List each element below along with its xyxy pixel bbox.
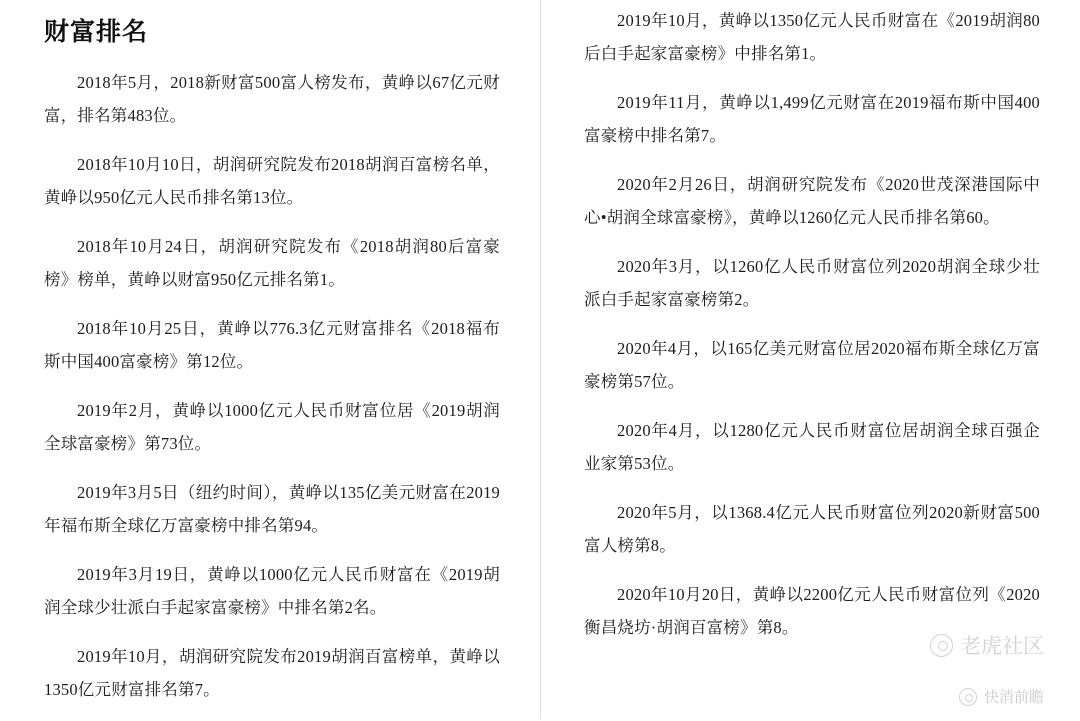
paragraph: 2018年10月24日，胡润研究院发布《2018胡润80后富豪榜》榜单，黄峥以财富950亿元排名第1。 xyxy=(44,237,500,289)
paragraph: 2018年5月，2018新财富500富人榜发布，黄峥以67亿元财富，排名第483位。 xyxy=(44,73,500,125)
right-column xyxy=(540,0,1080,721)
watermark-primary xyxy=(930,630,1044,660)
paragraph: 2019年2月，黄峥以1000亿元人民币财富位居《2019胡润全球富豪榜》第73位。 xyxy=(44,401,500,453)
paragraph: 2020年10月20日，黄峥以2200亿元人民币财富位列《2020衡昌烧坊·胡润百富榜》第8。 xyxy=(584,585,1040,637)
paragraph: 2020年5月，以1368.4亿元人民币财富位列2020新财富500富人榜第8。 xyxy=(584,503,1040,555)
watermark-primary-label: 老虎社区 xyxy=(960,635,1044,658)
watermark-logo-icon xyxy=(930,634,953,657)
paragraph: 2020年2月26日，胡润研究院发布《2020世茂深港国际中心•胡润全球富豪榜》，黄峥以1260亿元人民币排名第60。 xyxy=(584,175,1040,227)
paragraph: 2020年4月，以165亿美元财富位居2020福布斯全球亿万富豪榜第57位。 xyxy=(584,339,1040,391)
column-divider xyxy=(540,0,541,721)
paragraph: 2018年10月25日，黄峥以776.3亿元财富排名《2018福布斯中国400富豪榜》第12位。 xyxy=(44,319,500,371)
watermark-secondary-label: 快消前瞻 xyxy=(983,689,1044,706)
watermark-logo-icon xyxy=(959,688,977,706)
paragraph: 2019年3月5日（纽约时间），黄峥以135亿美元财富在2019年福布斯全球亿万富豪榜中排名第94。 xyxy=(44,483,500,535)
paragraph: 2019年10月，胡润研究院发布2019胡润百富榜单，黄峥以1350亿元财富排名第7。 xyxy=(44,647,500,699)
paragraph: 2019年11月，黄峥以1,499亿元财富在2019福布斯中国400富豪榜中排名第7。 xyxy=(584,93,1040,145)
paragraph: 2019年3月19日，黄峥以1000亿元人民币财富在《2019胡润全球少壮派白手起家富豪榜》中排名第2名。 xyxy=(44,565,500,617)
paragraph: 2020年3月，以1260亿人民币财富位列2020胡润全球少壮派白手起家富豪榜第2。 xyxy=(584,257,1040,309)
paragraph: 2019年10月，黄峥以1350亿元人民币财富在《2019胡润80后白手起家富豪榜》中排名第1。 xyxy=(584,11,1040,63)
watermark-secondary xyxy=(959,686,1044,707)
paragraph: 2018年10月10日，胡润研究院发布2018胡润百富榜名单，黄峥以950亿元人民币排名第13位。 xyxy=(44,155,500,207)
page-title: 财富排名 xyxy=(44,19,149,46)
paragraph: 2020年4月，以1280亿元人民币财富位居胡润全球百强企业家第53位。 xyxy=(584,421,1040,473)
